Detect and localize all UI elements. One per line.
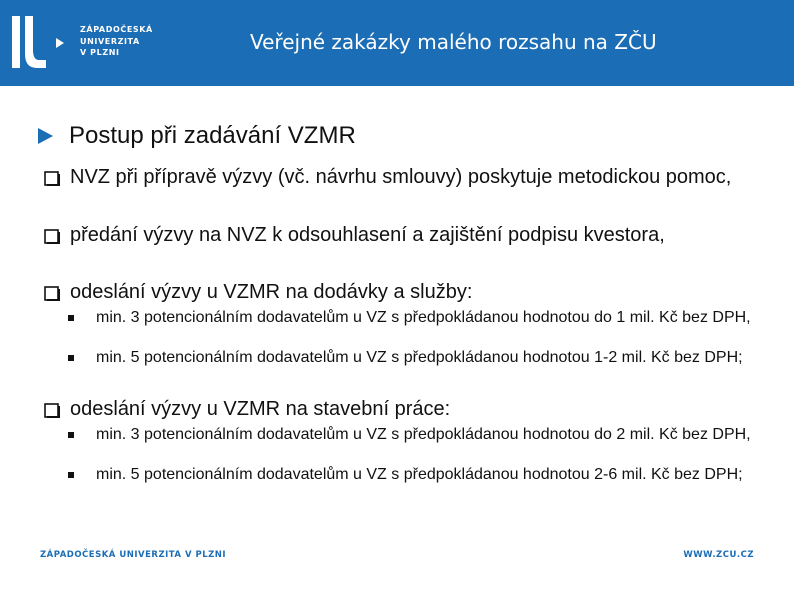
university-logo-icon [12, 16, 46, 68]
bullet-item [44, 282, 746, 303]
bullet-text: NVZ při přípravě výzvy (vč. návrhu smlouvy) poskytuje metodickou pomoc, [70, 166, 732, 188]
checkbox-bullet-icon [44, 171, 61, 186]
header-bar [0, 0, 794, 86]
section-heading-text: Postup při zadávání VZMR [69, 122, 356, 149]
footer-university-name: ZÁPADOČESKÁ UNIVERZITA V PLZNI [40, 550, 227, 560]
sub-item-text: min. 3 potencionálním dodavatelům u VZ s předpokládanou hodnotou do 1 mil. Kč bez DPH, [96, 309, 751, 326]
square-bullet-icon [68, 355, 74, 361]
logo-line-3: V PLZNI [80, 48, 120, 57]
bullet-item [44, 399, 746, 420]
checkbox-bullet-icon [44, 286, 61, 301]
play-triangle-icon [38, 128, 53, 144]
sub-item-text: min. 5 potencionálním dodavatelům u VZ s předpokládanou hodnotou 2-6 mil. Kč bez DPH; [96, 466, 743, 483]
sub-item [68, 467, 752, 483]
square-bullet-icon [68, 432, 74, 438]
logo-wordmark [80, 24, 153, 59]
bullet-text: odeslání výzvy u VZMR na stavební práce: [70, 398, 451, 420]
checkbox-bullet-icon [44, 229, 61, 244]
section-heading [38, 122, 356, 150]
bullet-item [44, 167, 746, 188]
bullet-item [44, 225, 746, 246]
logo-line-1: ZÁPADOČESKÁ [80, 25, 153, 34]
bullet-text: odeslání výzvy u VZMR na dodávky a služby: [70, 281, 473, 303]
square-bullet-icon [68, 315, 74, 321]
logo-line-2: UNIVERZITA [80, 36, 140, 46]
sub-item-text: min. 3 potencionálním dodavatelům u VZ s předpokládanou hodnotou do 2 mil. Kč bez DPH, [96, 426, 751, 443]
slide-title: Veřejné zakázky malého rozsahu na ZČU [250, 30, 657, 54]
sub-item [68, 427, 752, 443]
square-bullet-icon [68, 472, 74, 478]
checkbox-bullet-icon [44, 403, 61, 418]
sub-item [68, 310, 752, 326]
footer-website-link[interactable]: WWW.ZCU.CZ [683, 550, 754, 560]
logo-triangle-icon [56, 38, 64, 48]
bullet-text: předání výzvy na NVZ k odsouhlasení a zajištění podpisu kvestora, [70, 224, 665, 246]
sub-item-text: min. 5 potencionálním dodavatelům u VZ s předpokládanou hodnotou 1-2 mil. Kč bez DPH; [96, 349, 743, 366]
sub-item [68, 350, 752, 366]
